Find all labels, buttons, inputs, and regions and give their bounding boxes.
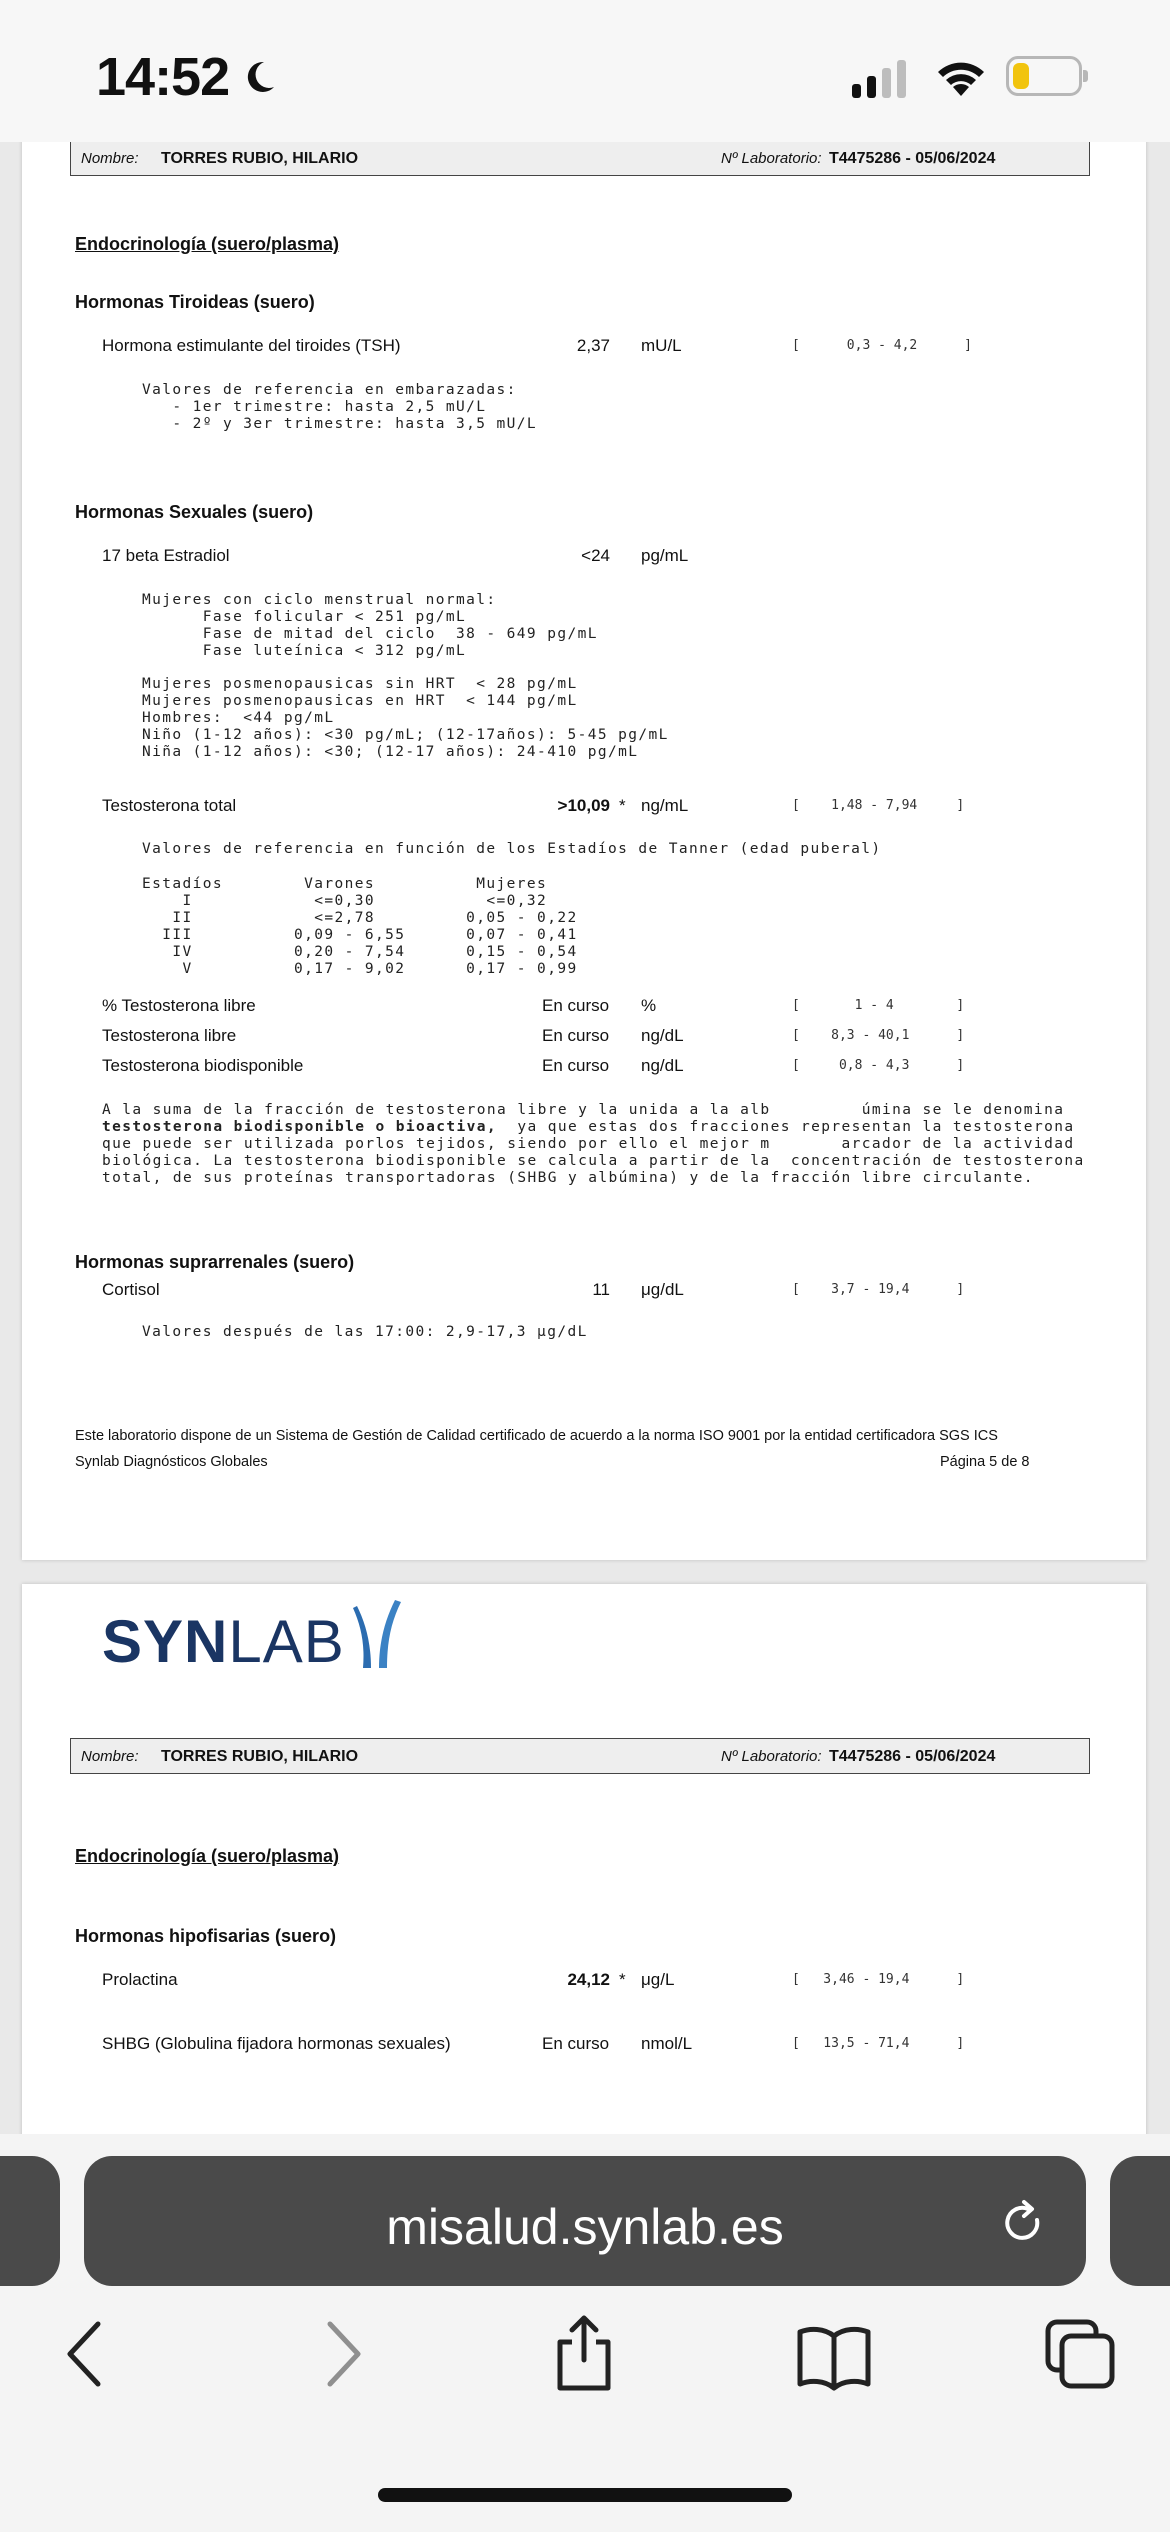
- name-label-2: Nombre:: [81, 1748, 139, 1765]
- footer-quality: Este laboratorio dispone de un Sistema de Gestión de Calidad certificado de acuerdo a la norma ISO 9001 por la entidad certificadora SGS ICS: [75, 1428, 998, 1444]
- para-bold: testosterona biodisponible o bioactiva,: [102, 1119, 498, 1135]
- para-line-2: ya que estas dos fracciones representan la testosterona: [497, 1119, 1075, 1135]
- biodisp-name: Testosterona biodisponible: [102, 1056, 304, 1075]
- battery-icon: [1006, 56, 1082, 96]
- testo-total-unit: ng/mL: [641, 796, 689, 815]
- synlab-mark-icon: [347, 1598, 403, 1672]
- prolactina-range: [ 3,46 - 19,4 ]: [792, 1972, 965, 1987]
- next-tab-peek[interactable]: [1110, 2156, 1170, 2286]
- libre-unit: ng/dL: [641, 1026, 684, 1045]
- previous-tab-peek[interactable]: [0, 2156, 60, 2286]
- tsh-name: Hormona estimulante del tiroides (TSH): [102, 336, 401, 355]
- report-page-6: [22, 1584, 1146, 2144]
- address-bar[interactable]: [84, 2156, 1086, 2286]
- name-label: Nombre:: [81, 150, 139, 167]
- clock: [96, 46, 279, 108]
- tabs-icon[interactable]: [1040, 2314, 1120, 2394]
- cortisol-range: [ 3,7 - 19,4 ]: [792, 1282, 965, 1297]
- share-icon[interactable]: [544, 2314, 624, 2394]
- lab-number-label: Nº Laboratorio:: [721, 150, 822, 167]
- tsh-range: [ 0,3 - 4,2 ]: [792, 338, 973, 353]
- patient-header-2: [70, 1738, 1090, 1774]
- section-title-2: Endocrinología (suero/plasma): [75, 1846, 340, 1866]
- shbg-unit: nmol/L: [641, 2034, 693, 2053]
- biodisp-range: [ 0,8 - 4,3 ]: [792, 1058, 965, 1073]
- home-indicator[interactable]: [378, 2488, 792, 2502]
- battery-level: [1013, 63, 1029, 89]
- browser-toolbar: [0, 2134, 1170, 2532]
- report-page-5: [22, 110, 1146, 1560]
- lab-number: T4475286 - 05/06/2024: [829, 150, 996, 167]
- logo-text: SYNLAB: [102, 1608, 345, 1675]
- thyroid-title: Hormonas Tiroideas (suero): [75, 292, 315, 312]
- para-line-5: total, de sus proteínas transportadoras (SHBG y albúmina) y de la fracción libre circulante.: [102, 1170, 1034, 1186]
- shbg-name: SHBG (Globulina fijadora hormonas sexuales): [102, 2034, 451, 2053]
- testo-total-name: Testosterona total: [102, 796, 237, 815]
- pct-libre-value: En curso: [542, 996, 610, 1015]
- pct-libre-unit: %: [641, 996, 657, 1015]
- tanner-title: Valores de referencia en función de los Estadíos de Tanner (edad puberal): [142, 841, 882, 857]
- tsh-note: Valores de referencia en embarazadas: - 1er trimestre: hasta 2,5 mU/L - 2º y 3er trimestre: hasta 3,5 mU/L: [142, 382, 538, 432]
- sex-hormones-title: Hormonas Sexuales (suero): [75, 502, 314, 522]
- estradiol-note-1: Mujeres con ciclo menstrual normal: Fase folicular < 251 pg/mL Fase de mitad del ciclo 38 - 649 pg/mL Fase luteínica < 312 pg/mL: [142, 592, 598, 659]
- cortisol-note: Valores después de las 17:00: 2,9-17,3 μg/dL: [142, 1324, 588, 1340]
- libre-value: En curso: [542, 1026, 610, 1045]
- libre-name: Testosterona libre: [102, 1026, 237, 1045]
- prolactina-flag: *: [619, 1970, 626, 1989]
- cortisol-value: 11: [592, 1280, 610, 1299]
- testo-total-range: [ 1,48 - 7,94 ]: [792, 798, 965, 813]
- pituitary-title: Hormonas hipofisarias (suero): [75, 1926, 337, 1946]
- prolactina-value: 24,12: [567, 1970, 610, 1989]
- patient-header: [70, 140, 1090, 176]
- lab-number-label-2: Nº Laboratorio:: [721, 1748, 822, 1765]
- adrenal-title: Hormonas suprarrenales (suero): [75, 1252, 355, 1272]
- para-line-3: que puede ser utilizada porlos tejidos, siendo por ello el mejor m arcador de la actividad: [102, 1136, 1075, 1152]
- para-line-4: biológica. La testosterona biodisponible se calcula a partir de la concentración de testosterona: [102, 1153, 1085, 1169]
- pct-libre-range: [ 1 - 4 ]: [792, 998, 965, 1013]
- prolactina-unit: μg/L: [641, 1970, 675, 1989]
- tsh-value: 2,37: [576, 336, 610, 355]
- biodisp-value: En curso: [542, 1056, 610, 1075]
- moon-icon: [239, 57, 279, 97]
- footer-company: Synlab Diagnósticos Globales: [75, 1454, 268, 1470]
- status-bar: [0, 0, 1170, 142]
- shbg-value: En curso: [542, 2034, 610, 2053]
- wifi-icon: [934, 56, 988, 98]
- url-text: misalud.synlab.es: [386, 2199, 784, 2255]
- synlab-logo: [102, 1598, 403, 1675]
- reload-icon[interactable]: [998, 2198, 1048, 2248]
- testo-total-flag: *: [619, 796, 626, 815]
- lab-number-2: T4475286 - 05/06/2024: [829, 1748, 996, 1765]
- back-icon[interactable]: [48, 2314, 128, 2394]
- estradiol-unit: pg/mL: [641, 546, 689, 565]
- testo-paragraph: [102, 1102, 1085, 1187]
- shbg-range: [ 13,5 - 71,4 ]: [792, 2036, 965, 2051]
- estradiol-name: 17 beta Estradiol: [102, 546, 230, 565]
- estradiol-value: <24: [581, 546, 610, 565]
- testo-total-value: >10,09: [557, 796, 610, 815]
- libre-range: [ 8,3 - 40,1 ]: [792, 1028, 965, 1043]
- clock-time: 14:52: [96, 47, 230, 107]
- patient-name-2: TORRES RUBIO, HILARIO: [161, 1748, 359, 1765]
- pct-libre-name: % Testosterona libre: [102, 996, 256, 1015]
- section-title: Endocrinología (suero/plasma): [75, 234, 340, 254]
- patient-name: TORRES RUBIO, HILARIO: [161, 150, 359, 167]
- forward-icon[interactable]: [300, 2314, 380, 2394]
- cellular-signal-icon: [852, 58, 906, 98]
- prolactina-name: Prolactina: [102, 1970, 178, 1989]
- cortisol-name: Cortisol: [102, 1280, 160, 1299]
- page-number: Página 5 de 8: [940, 1454, 1030, 1470]
- biodisp-unit: ng/dL: [641, 1056, 684, 1075]
- bookmarks-icon[interactable]: [794, 2314, 874, 2394]
- tsh-unit: mU/L: [641, 336, 682, 355]
- para-line-1: A la suma de la fracción de testosterona libre y la unida a la alb úmina se le denomina: [102, 1102, 1065, 1118]
- estradiol-note-2: Mujeres posmenopausicas sin HRT < 28 pg/mL Mujeres posmenopausicas en HRT < 144 pg/mL Hombres: <44 pg/mL Niño (1-12 años): <30 pg/mL; (12-17años): 5-45 pg/mL Niña (1-12 años): <30; (12-17 años): 24-410 pg/mL: [142, 676, 669, 760]
- tanner-table: Estadíos Varones Mujeres I <=0,30 <=0,32 II <=2,78 0,05 - 0,22 III 0,09 - 6,55 0,07 - 0,41 IV 0,20 - 7,54 0,15 - 0,54 V 0,17 - 9,02 0,17 - 0,99: [142, 876, 578, 977]
- cortisol-unit: μg/dL: [641, 1280, 684, 1299]
